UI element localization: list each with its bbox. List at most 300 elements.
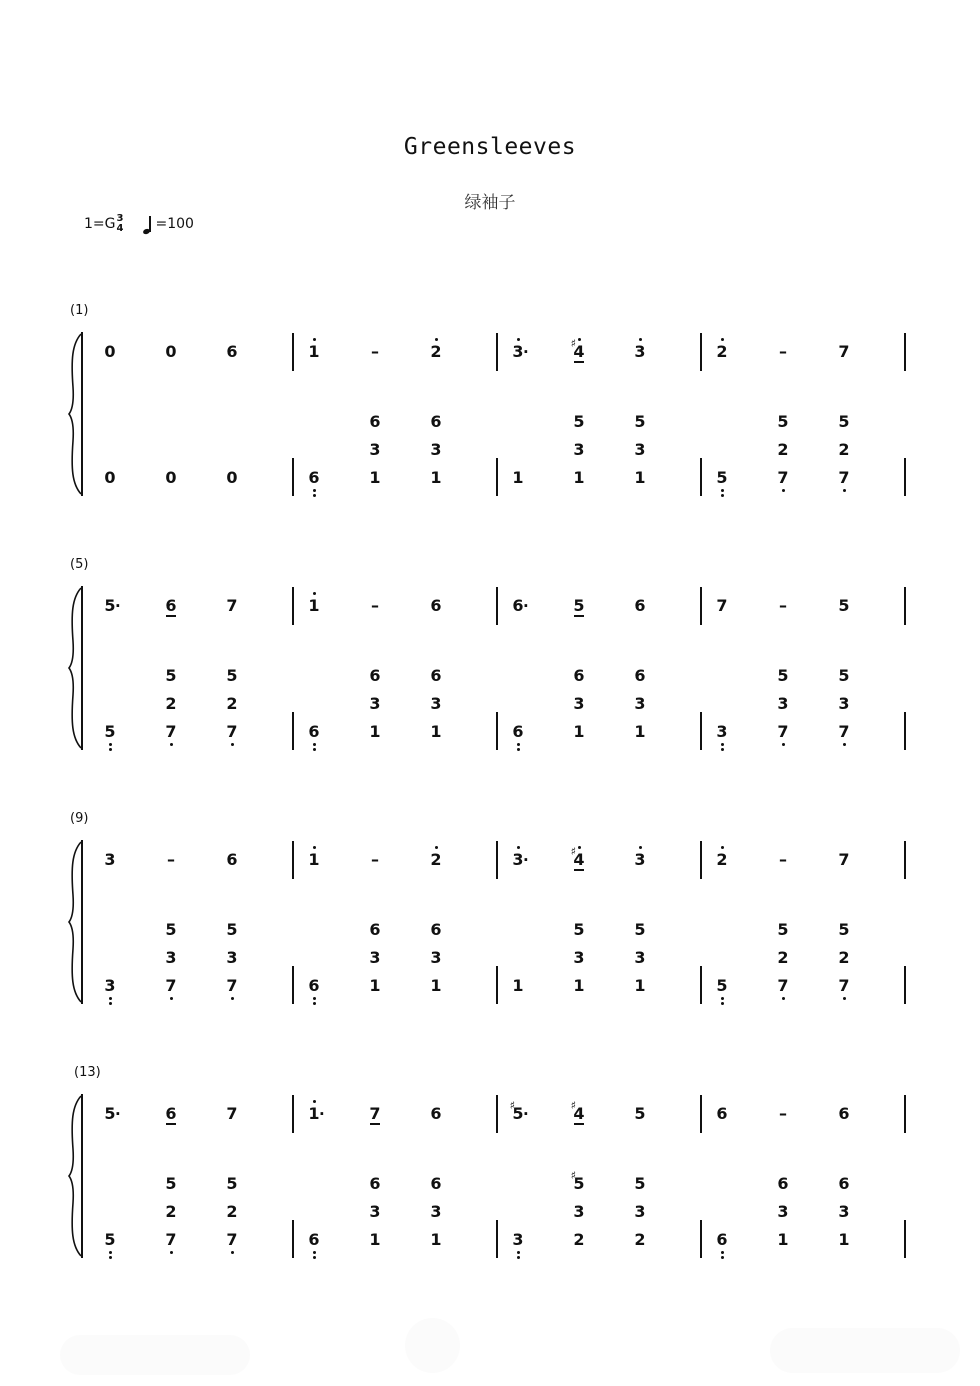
chord-mid-note [160, 950, 182, 966]
chord-top-note [772, 414, 794, 430]
octave-down-dot [313, 494, 316, 497]
chord-mid-note [364, 1204, 386, 1220]
bass-note [425, 470, 447, 486]
melody-note [568, 845, 590, 869]
bass-note [772, 1232, 794, 1248]
barline [700, 966, 702, 1004]
chord-top-note [364, 414, 386, 430]
note-digit: 0 [165, 342, 177, 361]
note-digit: 3 [573, 948, 585, 967]
bass-note [425, 1232, 447, 1248]
chord-top-note [364, 1176, 386, 1192]
note-digit: 7 [165, 976, 177, 995]
melody-note [507, 344, 529, 360]
chord-mid-note [629, 1204, 651, 1220]
bass-note [833, 724, 855, 740]
note-digit: 6 [634, 596, 646, 615]
melody-note [99, 598, 121, 614]
note-digit: 1 [430, 722, 442, 741]
chord-mid-note [364, 950, 386, 966]
note-digit: 1 [369, 468, 381, 487]
chord-mid-note [772, 1204, 794, 1220]
octave-down-dot [843, 743, 846, 746]
bass-note [303, 1232, 325, 1248]
note-digit: 6 [716, 1104, 728, 1123]
octave-down-dot [313, 748, 316, 751]
chord-mid-note [364, 696, 386, 712]
note-digit: 3 [165, 948, 177, 967]
barline [700, 841, 702, 879]
melody-note [364, 598, 386, 614]
note-digit: 7 [165, 1230, 177, 1249]
note-digit: 5 [777, 666, 789, 685]
chord-mid-note [772, 442, 794, 458]
octave-up-dot [721, 338, 724, 341]
bass-note [568, 978, 590, 994]
note-digit: 3 [226, 948, 238, 967]
note-digit: 6 [430, 920, 442, 939]
note-digit: 7 [226, 1104, 238, 1123]
note-digit: 3 [430, 948, 442, 967]
melody-note [303, 852, 325, 868]
octave-up-dot [639, 338, 642, 341]
note-digit: 7 [226, 976, 238, 995]
note-digit: 6 [226, 850, 238, 869]
note-digit: 1 [430, 468, 442, 487]
bass-note [568, 1232, 590, 1248]
note-digit: 5 [716, 468, 728, 487]
chord-mid-note [160, 696, 182, 712]
note-digit: 5 [165, 920, 177, 939]
bass-note [221, 1232, 243, 1248]
octave-up-dot [313, 592, 316, 595]
melody-note [364, 344, 386, 360]
note-digit: 6 [165, 1104, 177, 1123]
chord-mid-note [833, 1204, 855, 1220]
note-digit: 5 [716, 976, 728, 995]
melody-note [711, 852, 733, 868]
note-digit: 5 [226, 666, 238, 685]
barline [292, 1095, 294, 1133]
note-digit: 3 [634, 342, 646, 361]
chord-top-note [772, 922, 794, 938]
bass-note [568, 470, 590, 486]
melody-note [629, 1106, 651, 1122]
note-digit: 3 [634, 850, 646, 869]
note-digit: 5 [634, 1174, 646, 1193]
note-digit: – [371, 850, 379, 869]
note-digit: 3 [634, 440, 646, 459]
barline [904, 333, 906, 371]
octave-down-dot [721, 1256, 724, 1259]
note-digit: 1 [573, 468, 585, 487]
octave-down-dot [109, 1256, 112, 1259]
octave-up-dot [578, 338, 581, 341]
system-start-line [81, 840, 83, 1004]
note-digit: 5 [838, 920, 850, 939]
chord-top-note [160, 1176, 182, 1192]
chord-top-note [629, 668, 651, 684]
note-digit: 3 [573, 694, 585, 713]
eighth-underline [574, 1123, 584, 1125]
note-digit: 6 [369, 666, 381, 685]
bass-note [160, 470, 182, 486]
bass-note [425, 724, 447, 740]
barline [700, 1095, 702, 1133]
note-digit: 1 [308, 596, 320, 615]
note-digit: 7 [838, 976, 850, 995]
melody-note [833, 1106, 855, 1122]
barline [496, 587, 498, 625]
bass-note [221, 724, 243, 740]
chord-mid-note [425, 1204, 447, 1220]
barline [904, 1095, 906, 1133]
barline [292, 1220, 294, 1258]
note-digit: 7 [777, 976, 789, 995]
note-digit: 5 [512, 1104, 524, 1123]
note-digit: 5 [165, 666, 177, 685]
note-digit: 6 [308, 976, 320, 995]
note-digit: 5 [573, 1174, 585, 1193]
octave-down-dot [782, 743, 785, 746]
note-digit: 2 [634, 1230, 646, 1249]
note-digit: 4 [573, 850, 585, 869]
chord-mid-note [221, 950, 243, 966]
sharp-accidental: ♯ [509, 1099, 515, 1112]
quarter-note-icon [143, 214, 155, 234]
chord-mid-note [833, 442, 855, 458]
melody-note [425, 1106, 447, 1122]
augmentation-dot: · [115, 597, 121, 615]
note-digit: 5 [634, 412, 646, 431]
measure-number: (5) [70, 557, 89, 572]
note-digit: 7 [369, 1104, 381, 1123]
bass-note [303, 724, 325, 740]
barline [700, 333, 702, 371]
note-digit: – [371, 596, 379, 615]
note-digit: 3 [838, 1202, 850, 1221]
chord-mid-note [568, 696, 590, 712]
octave-down-dot [313, 997, 316, 1000]
bass-note [711, 1232, 733, 1248]
octave-up-dot [517, 846, 520, 849]
octave-down-dot [313, 1002, 316, 1005]
scan-artifact [60, 1335, 250, 1375]
eighth-underline [574, 615, 584, 617]
octave-down-dot [721, 997, 724, 1000]
melody-note [221, 1106, 243, 1122]
octave-down-dot [517, 743, 520, 746]
note-digit: 6 [308, 468, 320, 487]
note-digit: 3 [716, 722, 728, 741]
bass-note [160, 1232, 182, 1248]
bass-note [303, 470, 325, 486]
bass-note [507, 724, 529, 740]
note-digit: 7 [838, 468, 850, 487]
melody-note [221, 852, 243, 868]
key-tempo-marking [84, 214, 194, 234]
octave-down-dot [721, 743, 724, 746]
barline [700, 712, 702, 750]
augmentation-dot: · [523, 597, 529, 615]
octave-down-dot [843, 489, 846, 492]
bass-note [160, 724, 182, 740]
bass-note [364, 978, 386, 994]
note-digit: 5 [104, 1104, 116, 1123]
chord-mid-note [568, 442, 590, 458]
melody-note [99, 1106, 121, 1122]
barline [904, 966, 906, 1004]
note-digit: 6 [430, 1104, 442, 1123]
melody-note [364, 852, 386, 868]
octave-down-dot [721, 1002, 724, 1005]
barline [496, 712, 498, 750]
note-digit: 3 [573, 1202, 585, 1221]
octave-down-dot [517, 1256, 520, 1259]
melody-note [833, 852, 855, 868]
bass-note [568, 724, 590, 740]
note-digit: 3 [634, 694, 646, 713]
note-digit: 3 [430, 1202, 442, 1221]
note-digit: 5 [838, 666, 850, 685]
key-signature: 1=G [84, 216, 116, 232]
chord-mid-note [833, 696, 855, 712]
sharp-accidental: ♯ [570, 1099, 576, 1112]
barline [700, 458, 702, 496]
note-digit: 6 [430, 596, 442, 615]
note-digit: – [371, 342, 379, 361]
note-digit: 7 [838, 722, 850, 741]
melody-note [99, 852, 121, 868]
barline [496, 966, 498, 1004]
melody-note [833, 344, 855, 360]
note-digit: 7 [716, 596, 728, 615]
measure-number: (1) [70, 303, 89, 318]
bass-note [772, 978, 794, 994]
barline [496, 1220, 498, 1258]
note-digit: 2 [165, 1202, 177, 1221]
note-digit: 3 [777, 694, 789, 713]
note-digit: 1 [369, 976, 381, 995]
octave-up-dot [435, 338, 438, 341]
bass-note [160, 978, 182, 994]
sharp-accidental: ♯ [570, 845, 576, 858]
note-digit: 2 [226, 694, 238, 713]
note-digit: 3 [104, 850, 116, 869]
note-digit: 5 [573, 596, 585, 615]
note-digit: 2 [716, 850, 728, 869]
bass-note [711, 470, 733, 486]
note-digit: 5 [838, 412, 850, 431]
octave-down-dot [843, 997, 846, 1000]
bass-note [99, 470, 121, 486]
note-digit: 3 [369, 694, 381, 713]
note-digit: 4 [573, 1104, 585, 1123]
note-digit: 6 [430, 666, 442, 685]
bass-note [711, 724, 733, 740]
octave-down-dot [170, 997, 173, 1000]
octave-down-dot [170, 743, 173, 746]
chord-top-note [160, 922, 182, 938]
bass-note [629, 724, 651, 740]
octave-up-dot [578, 846, 581, 849]
note-digit: 6 [634, 666, 646, 685]
chord-mid-note [772, 950, 794, 966]
eighth-underline [574, 869, 584, 871]
chord-mid-note [568, 1204, 590, 1220]
bass-note [507, 470, 529, 486]
octave-down-dot [517, 748, 520, 751]
note-digit: 1 [430, 976, 442, 995]
chord-top-note [364, 668, 386, 684]
bass-note [772, 724, 794, 740]
score-subtitle: 绿袖子 [464, 193, 516, 213]
bass-note [303, 978, 325, 994]
octave-down-dot [721, 748, 724, 751]
octave-down-dot [170, 1251, 173, 1254]
note-digit: 3 [369, 1202, 381, 1221]
note-digit: 6 [838, 1104, 850, 1123]
chord-mid-note [425, 950, 447, 966]
note-digit: 6 [369, 1174, 381, 1193]
octave-down-dot [721, 489, 724, 492]
note-digit: 7 [838, 342, 850, 361]
barline [904, 712, 906, 750]
note-digit: 2 [777, 948, 789, 967]
octave-down-dot [313, 489, 316, 492]
bass-note [711, 978, 733, 994]
octave-down-dot [517, 1251, 520, 1254]
note-digit: – [779, 342, 787, 361]
note-digit: 3 [512, 850, 524, 869]
chord-mid-note [772, 696, 794, 712]
note-digit: 5 [104, 722, 116, 741]
chord-top-note [425, 922, 447, 938]
octave-down-dot [721, 494, 724, 497]
scan-artifact [770, 1328, 960, 1373]
note-digit: 3 [838, 694, 850, 713]
barline [292, 966, 294, 1004]
octave-down-dot [313, 1251, 316, 1254]
note-digit: 6 [369, 920, 381, 939]
note-digit: 7 [777, 722, 789, 741]
barline [904, 587, 906, 625]
octave-down-dot [313, 743, 316, 746]
eighth-underline [166, 1123, 176, 1125]
octave-up-dot [517, 338, 520, 341]
chord-top-note [629, 922, 651, 938]
chord-mid-note [425, 696, 447, 712]
note-digit: 7 [777, 468, 789, 487]
note-digit: 1 [512, 468, 524, 487]
chord-mid-note [425, 442, 447, 458]
octave-up-dot [721, 846, 724, 849]
measure-number: (13) [74, 1065, 101, 1080]
barline [700, 1220, 702, 1258]
bass-note [507, 1232, 529, 1248]
sharp-accidental: ♯ [570, 1169, 576, 1182]
chord-top-note [772, 668, 794, 684]
tempo-value: =100 [155, 216, 194, 232]
note-digit: 6 [430, 1174, 442, 1193]
note-digit: 1 [308, 1104, 320, 1123]
bass-note [629, 470, 651, 486]
note-digit: 5 [226, 1174, 238, 1193]
note-digit: 6 [838, 1174, 850, 1193]
sharp-accidental: ♯ [570, 337, 576, 350]
chord-top-note [221, 668, 243, 684]
bass-note [833, 470, 855, 486]
note-digit: 5 [104, 1230, 116, 1249]
chord-top-note [833, 1176, 855, 1192]
note-digit: 2 [777, 440, 789, 459]
melody-note [221, 598, 243, 614]
note-digit: 7 [838, 850, 850, 869]
melody-note [772, 598, 794, 614]
bass-note [833, 1232, 855, 1248]
note-digit: 1 [512, 976, 524, 995]
note-digit: 2 [430, 850, 442, 869]
barline [904, 841, 906, 879]
octave-up-dot [435, 846, 438, 849]
bass-note [507, 978, 529, 994]
bass-note [772, 470, 794, 486]
note-digit: 1 [838, 1230, 850, 1249]
augmentation-dot: · [523, 851, 529, 869]
chord-top-note [425, 414, 447, 430]
octave-down-dot [721, 1251, 724, 1254]
chord-top-note [772, 1176, 794, 1192]
note-digit: 3 [430, 694, 442, 713]
chord-mid-note [568, 950, 590, 966]
melody-note [160, 1106, 182, 1122]
melody-note [629, 344, 651, 360]
note-digit: – [779, 596, 787, 615]
melody-note [568, 598, 590, 614]
barline [292, 587, 294, 625]
chord-top-note [833, 922, 855, 938]
chord-top-note [833, 668, 855, 684]
time-signature [117, 214, 124, 234]
barline [904, 1220, 906, 1258]
barline [292, 712, 294, 750]
note-digit: 5 [165, 1174, 177, 1193]
chord-top-note [568, 668, 590, 684]
note-digit: 1 [634, 468, 646, 487]
melody-note [711, 344, 733, 360]
melody-note [568, 337, 590, 361]
bass-note [425, 978, 447, 994]
note-digit: 3 [777, 1202, 789, 1221]
note-digit: 5 [777, 920, 789, 939]
bass-note [364, 1232, 386, 1248]
note-digit: 5 [104, 596, 116, 615]
octave-down-dot [231, 1251, 234, 1254]
note-digit: 3 [369, 948, 381, 967]
note-digit: 6 [308, 722, 320, 741]
octave-down-dot [782, 489, 785, 492]
octave-down-dot [782, 997, 785, 1000]
melody-note [833, 598, 855, 614]
note-digit: 7 [165, 722, 177, 741]
bass-note [364, 470, 386, 486]
note-digit: 1 [369, 722, 381, 741]
eighth-underline [574, 361, 584, 363]
melody-note [629, 852, 651, 868]
chord-mid-note [629, 696, 651, 712]
chord-top-note [160, 668, 182, 684]
note-digit: 6 [369, 412, 381, 431]
